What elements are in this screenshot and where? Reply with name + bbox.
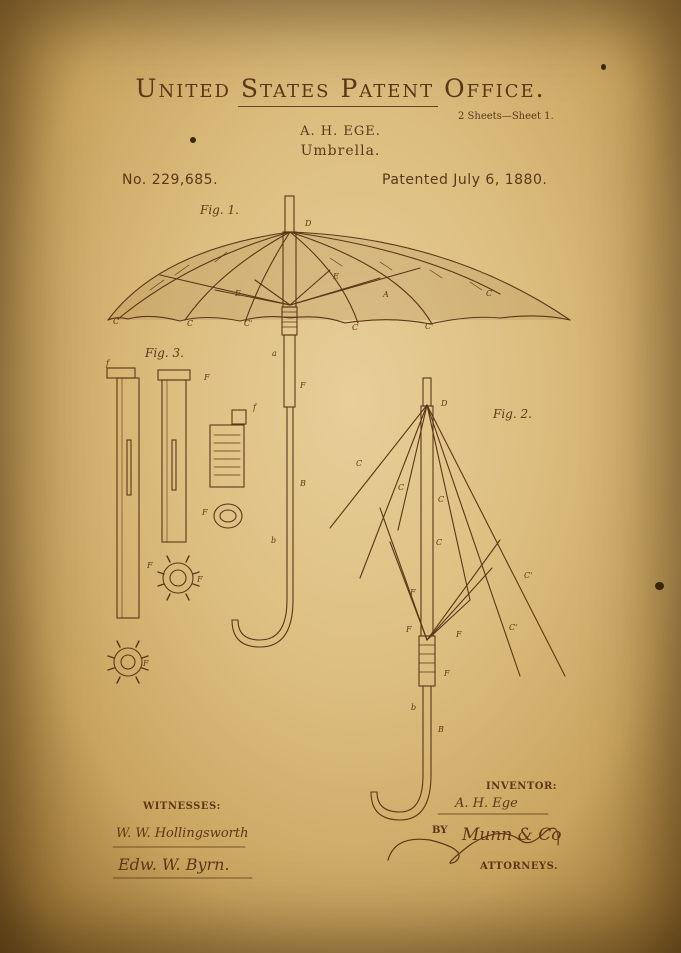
fig1-open-umbrella: [108, 196, 570, 647]
fig1-handle: [232, 600, 293, 647]
svg-text:C': C': [425, 322, 434, 331]
invention-title: Umbrella.: [300, 143, 381, 159]
office-title: United States Patent Office.: [135, 74, 546, 103]
svg-text:C: C: [436, 538, 443, 547]
svg-text:F: F: [456, 630, 462, 639]
svg-text:C: C: [398, 483, 405, 492]
fig2-tip: [423, 378, 431, 406]
clip: [232, 410, 246, 424]
canopy-outline: [108, 232, 570, 320]
svg-text:C: C: [356, 459, 363, 468]
svg-text:E: E: [235, 289, 241, 298]
fig1-tip: [285, 196, 294, 232]
inventor-signature: A. H. Ege: [455, 796, 518, 811]
tube-cap: [107, 368, 135, 378]
svg-text:f: f: [253, 403, 256, 412]
notched-ring: [163, 563, 193, 593]
notched-ring: [114, 648, 142, 676]
fig3-label: Fig. 3.: [145, 346, 184, 360]
inventor-name: A. H. EGE.: [300, 124, 381, 139]
witness-signature-1: W. W. Hollingsworth: [116, 826, 249, 841]
tube-slot: [127, 440, 131, 495]
svg-text:F: F: [300, 381, 306, 390]
by-label: BY: [432, 825, 448, 836]
attorney-signature: Munn & Co: [462, 825, 562, 845]
svg-text:F: F: [204, 373, 210, 382]
svg-text:C: C: [352, 323, 359, 332]
svg-text:C: C: [486, 289, 493, 298]
svg-text:b: b: [271, 536, 277, 545]
patent-date: Patented July 6, 1880.: [382, 172, 548, 188]
fig2-handle: [371, 775, 431, 820]
coil-housing: [210, 425, 244, 487]
attorneys-label: ATTORNEYS.: [480, 861, 559, 872]
svg-text:A: A: [383, 290, 389, 299]
fig2-runner: [419, 636, 435, 686]
fig1-label: Fig. 1.: [200, 203, 239, 217]
witnesses-label: WITNESSES:: [143, 801, 221, 812]
svg-text:F: F: [202, 508, 208, 517]
tube: [162, 380, 186, 542]
svg-text:D: D: [305, 219, 312, 228]
fig1-shaft-middle: [284, 335, 295, 407]
svg-text:F: F: [143, 659, 149, 668]
svg-text:a: a: [272, 349, 277, 358]
fig2-closing-umbrella: [330, 378, 565, 820]
svg-text:F: F: [444, 669, 450, 678]
tube-slot: [172, 440, 176, 490]
ring: [214, 504, 242, 528]
fig2-stretcher: [427, 540, 500, 640]
svg-text:B: B: [438, 725, 444, 734]
witness-signature-2: Edw. W. Byrn.: [118, 855, 230, 874]
fig2-shaft: [421, 406, 433, 636]
svg-text:f: f: [106, 359, 109, 368]
svg-text:C: C: [187, 319, 194, 328]
sheet-note: 2 Sheets—Sheet 1.: [458, 111, 554, 122]
fig2-rib: [427, 405, 565, 676]
fig2-label: Fig. 2.: [493, 407, 532, 421]
svg-text:F: F: [410, 588, 416, 597]
patent-number: No. 229,685.: [122, 172, 219, 188]
svg-text:F: F: [147, 561, 153, 570]
svg-text:F: F: [197, 575, 203, 584]
svg-text:D: D: [441, 399, 448, 408]
svg-text:b: b: [411, 703, 417, 712]
svg-text:C: C: [113, 317, 120, 326]
svg-text:B: B: [300, 479, 306, 488]
tube-cap: [158, 370, 190, 380]
svg-text:C': C': [244, 319, 253, 328]
fig3-details: [107, 368, 246, 683]
svg-text:C': C': [524, 571, 533, 580]
ring-inner: [220, 510, 236, 522]
svg-text:F: F: [406, 625, 412, 634]
inventor-label: INVENTOR:: [486, 781, 557, 792]
svg-text:C: C: [438, 495, 445, 504]
svg-text:E: E: [333, 272, 339, 281]
tube: [117, 378, 139, 618]
svg-text:C': C': [509, 623, 518, 632]
